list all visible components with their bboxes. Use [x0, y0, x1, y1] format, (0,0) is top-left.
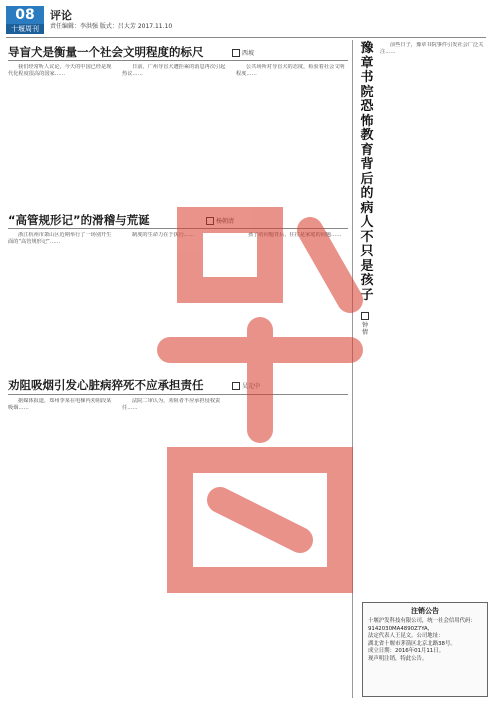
notice-line: 湖北省十堰市茅箭区北京北路38号。 [368, 640, 456, 647]
article-3-rule [8, 394, 348, 395]
notice-body [363, 616, 487, 666]
article-2-col-1 [8, 232, 116, 372]
article-2-author: 杨朝清 [216, 218, 235, 225]
byline-box-icon [232, 49, 240, 57]
notice-line: 现声明注销，特此公告。 [368, 655, 428, 662]
article-1-headline: 导盲犬是衡量一个社会文明程度的标尺 [8, 45, 204, 59]
article-2-text-2: 制度的生命力在于执行…… [132, 232, 195, 238]
editor-credits: 责任编辑：李洪强 版式：吕大芳 2017.11.10 [50, 23, 173, 30]
article-1-col-2 [122, 64, 230, 224]
article-4-headline [358, 42, 376, 303]
byline-box-icon [206, 217, 214, 225]
byline-box-icon [232, 382, 240, 390]
article-3-byline [232, 381, 260, 390]
notice-title: 注销公告 [411, 607, 439, 615]
column-divider [352, 40, 353, 698]
article-2-byline [206, 216, 234, 225]
article-3-text-1: 据媒体报道，郑州李某在电梯内劝阻段某吸烟…… [8, 398, 112, 411]
notice-line: 9142030MA4890Z7YA， [368, 625, 434, 632]
article-3-author: 吴元中 [242, 383, 261, 390]
article-3-text-2: 法院二审认为，劝阻者不应承担侵权责任…… [122, 398, 221, 411]
article-1-col-1 [8, 64, 116, 224]
header-divider [6, 37, 486, 38]
article-2-rule [8, 228, 348, 229]
article-4-text-1: 前些日子，豫章书院事件引发社会广泛关注…… [380, 42, 484, 55]
article-2-headline: “高管规形记”的滑稽与荒诞 [8, 213, 150, 227]
article-4-author: 钟 情 [361, 322, 368, 336]
article-4-col-1 [380, 42, 486, 594]
article-1-rule [8, 60, 348, 61]
article-2-col-2 [122, 232, 230, 372]
article-4-headline-text: 豫 章 书 院 恐 怖 教 育 背 后 的 病 人 不 只 是 孩 子 [360, 41, 374, 303]
page-number: 08 [6, 6, 44, 24]
article-1-text-2: 日前，广州导盲犬遭拒乘的消息再次引起热议…… [122, 64, 226, 77]
notice-line: 十堰沪发科技有限公司，统一社会信用代码： [368, 618, 476, 624]
article-4-text-2: 孩子的问题背后，往往是家庭的问题…… [248, 232, 342, 238]
notice-line: 法定代表人王昆文。公司地址： [368, 633, 444, 640]
section-title: 评论 [50, 9, 72, 22]
article-4-byline [360, 312, 370, 336]
article-1-col-3 [236, 64, 348, 224]
article-1-byline [232, 48, 254, 57]
article-4-col-2 [238, 232, 348, 372]
article-1-text-3: 公共场所对导盲犬的态度，检验着社会文明程度…… [236, 64, 345, 77]
article-1-author: 西坡 [242, 50, 255, 57]
article-2-text-1: 浙江杭州市萧山区近期举行了一场别开生面的“高管规形记”…… [8, 232, 112, 245]
article-3-col-2 [122, 398, 230, 694]
brand-label: 十堰周刊 [6, 24, 44, 34]
article-1-text-1: 我们经常听人议论，今天的中国已经是现代化程度很高的国家…… [8, 64, 112, 77]
byline-box-icon [361, 312, 369, 320]
notice-line: 成立日期：2016年01月11日。 [368, 648, 444, 655]
article-3-headline: 劝阻吸烟引发心脏病猝死不应承担责任 [8, 378, 204, 392]
article-3-col-1 [8, 398, 116, 694]
notice-box [362, 602, 488, 697]
